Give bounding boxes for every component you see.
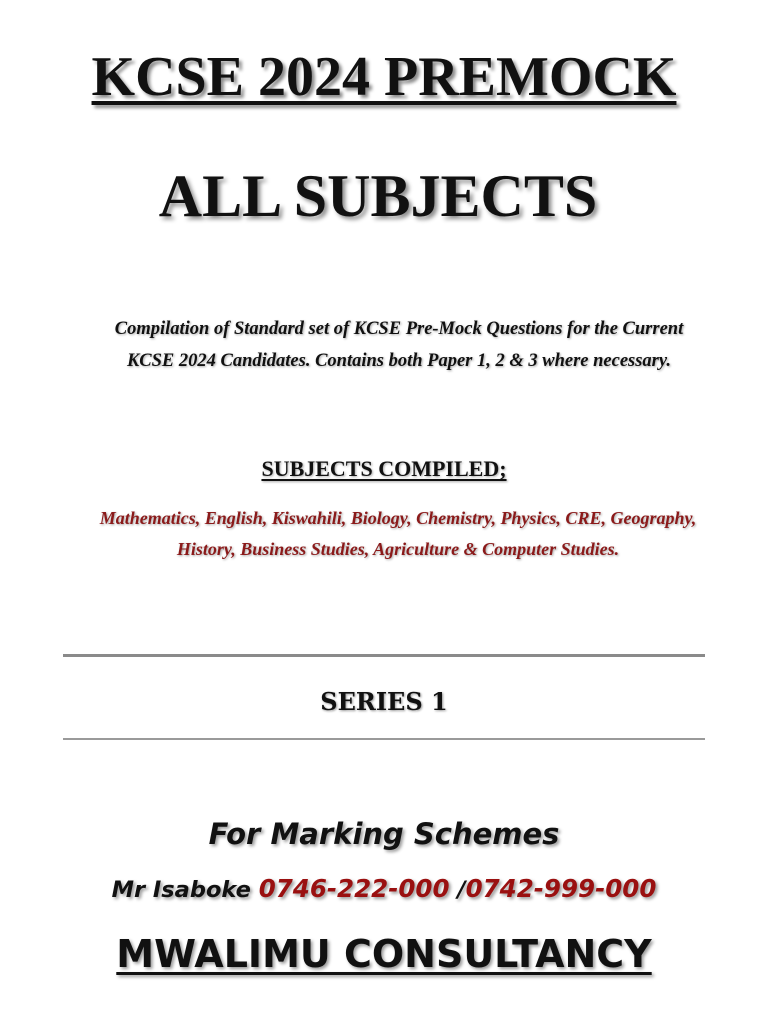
contact-separator: / bbox=[457, 877, 466, 903]
contact-line bbox=[0, 868, 768, 911]
contact-phone-2[interactable]: 0742-999-000 bbox=[465, 874, 657, 903]
page-title bbox=[0, 42, 768, 112]
divider-bottom bbox=[63, 738, 705, 740]
marking-schemes-heading: For Marking Schemes bbox=[208, 817, 560, 851]
contact-name: Mr Isaboke bbox=[111, 877, 251, 903]
page-title-text: KCSE 2024 PREMOCK bbox=[91, 46, 677, 108]
subjects-list: Mathematics, English, Kiswahili, Biology, Chemistry, Physics, CRE, Geography, History, Business Studies, Agriculture & Computer Studies. bbox=[99, 508, 697, 559]
subjects-compiled-heading: SUBJECTS COMPILED; bbox=[261, 456, 507, 481]
compilation-description: Compilation of Standard set of KCSE Pre-Mock Questions for the Current KCSE 2024 Candidates. Contains both Paper 1, 2 & 3 where necessary. bbox=[114, 319, 684, 371]
contact-phone-1[interactable]: 0746-222-000 bbox=[258, 874, 450, 903]
page-subtitle: ALL SUBJECTS bbox=[158, 163, 598, 229]
series-label: SERIES 1 bbox=[320, 687, 448, 716]
organization-name: MWALIMU CONSULTANCY bbox=[116, 932, 652, 976]
divider-top bbox=[63, 654, 705, 657]
